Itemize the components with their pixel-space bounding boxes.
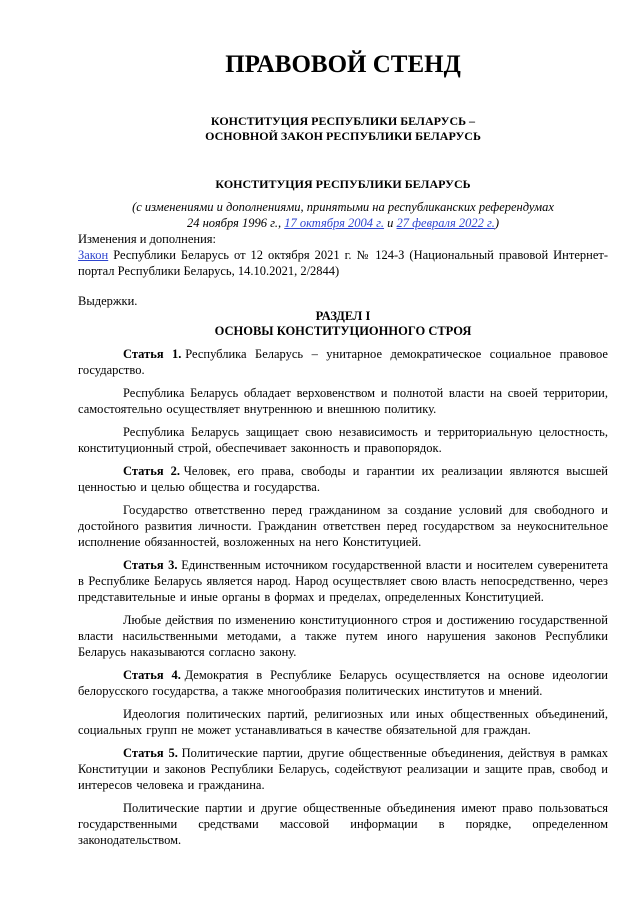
paragraph-text: Государство ответственно перед гражданином за создание условий для свободного и достойного развития личности. Гражданин ответствен перед государством за неукоснительное исполнение обязанностей, возложенных на него Конституцией. bbox=[78, 503, 608, 549]
paragraph-text: Демократия в Республике Беларусь осуществляется на основе идеологии белорусского государства, а также многообразия политических институтов и мнений. bbox=[78, 668, 608, 698]
paragraph bbox=[78, 463, 608, 495]
paragraph-text: Единственным источником государственной власти и носителем суверенитета в Республике Беларусь является народ. Народ осуществляет свою власть непосредственно, через представительные и иные органы в формах и пределах, определенных Конституцией. bbox=[78, 558, 608, 604]
paragraph-text: Политические партии, другие общественные объединения, действуя в рамках Конституции и законов Республики Беларусь, содействуют реализации и защите прав, свобод и интересов человека и гражданина. bbox=[78, 746, 608, 792]
paragraph-text: Республика Беларусь защищает свою независимость и территориальную целостность, конституционный строй, обеспечивает законность и правопорядок. bbox=[78, 425, 608, 455]
section-title: ОСНОВЫ КОНСТИТУЦИОННОГО СТРОЯ bbox=[214, 324, 472, 338]
paragraph bbox=[78, 385, 608, 417]
amendments-dates-prefix: 24 ноября 1996 г., bbox=[186, 216, 285, 230]
paragraph-text: Идеология политических партий, религиозных или иных общественных объединений, социальных групп не может устанавливаться в качестве обязательной для граждан. bbox=[78, 707, 608, 737]
amendments-line1: (с изменениями и дополнениями, принятыми на республиканских референдумах bbox=[132, 200, 554, 214]
paragraph-text: Республика Беларусь – унитарное демократическое социальное правовое государство. bbox=[78, 347, 608, 377]
paragraph bbox=[78, 800, 608, 848]
amendments-note bbox=[78, 199, 608, 231]
paragraph-text: Любые действия по изменению конституционного строя и достижению государственной власти насильственными методами, а также путем иного нарушения законов Республики Беларусь наказываются согласно закону. bbox=[78, 613, 608, 659]
section-heading bbox=[78, 309, 608, 339]
paragraph bbox=[78, 557, 608, 605]
amendments-line2 bbox=[78, 215, 608, 231]
document-subtitle-line2: ОСНОВНОЙ ЗАКОН РЕСПУБЛИКИ БЕЛАРУСЬ bbox=[205, 129, 481, 143]
article-label: Статья 2. bbox=[123, 464, 181, 478]
paragraph bbox=[78, 667, 608, 699]
article-label: Статья 1. bbox=[123, 347, 182, 361]
changes-label: Изменения и дополнения: bbox=[78, 232, 217, 246]
law-link[interactable]: Закон bbox=[78, 248, 109, 262]
article-label: Статья 4. bbox=[123, 668, 181, 682]
amendments-dates-separator: и bbox=[384, 216, 397, 230]
article-label: Статья 3. bbox=[123, 558, 178, 572]
amendments-dates-suffix: ) bbox=[494, 216, 500, 230]
paragraph bbox=[78, 424, 608, 456]
link-referendum-2022[interactable]: 27 февраля 2022 г. bbox=[396, 216, 495, 230]
article-label: Статья 5. bbox=[123, 746, 178, 760]
paragraph bbox=[78, 706, 608, 738]
section-number: РАЗДЕЛ I bbox=[315, 309, 371, 323]
law-reference-text: Республики Беларусь от 12 октября 2021 г. № 124-З (Национальный правовой Интернет-портал Республики Беларусь, 14.10.2021, 2/2844) bbox=[78, 248, 608, 278]
paragraph-text: Человек, его права, свободы и гарантии их реализации являются высшей ценностью и целью общества и государства. bbox=[78, 464, 608, 494]
document-subtitle-line1: КОНСТИТУЦИЯ РЕСПУБЛИКИ БЕЛАРУСЬ – bbox=[210, 114, 476, 128]
document-subtitle bbox=[78, 114, 608, 144]
paragraph bbox=[78, 745, 608, 793]
paragraph-text: Политические партии и другие общественные объединения имеют право пользоваться государственными средствами массовой информации в порядке, определенном законодательством. bbox=[78, 801, 608, 847]
excerpts-label: Выдержки. bbox=[78, 294, 138, 308]
paragraph bbox=[78, 612, 608, 660]
link-referendum-2004[interactable]: 17 октября 2004 г. bbox=[284, 216, 385, 230]
paragraph-text: Республика Беларусь обладает верховенством и полнотой власти на своей территории, самостоятельно осуществляет внутреннюю и внешнюю политику. bbox=[78, 386, 608, 416]
law-reference bbox=[78, 247, 608, 279]
page-title: ПРАВОВОЙ СТЕНД bbox=[225, 51, 461, 78]
constitution-heading: КОНСТИТУЦИЯ РЕСПУБЛИКИ БЕЛАРУСЬ bbox=[215, 177, 471, 191]
paragraph bbox=[78, 346, 608, 378]
paragraph bbox=[78, 502, 608, 550]
